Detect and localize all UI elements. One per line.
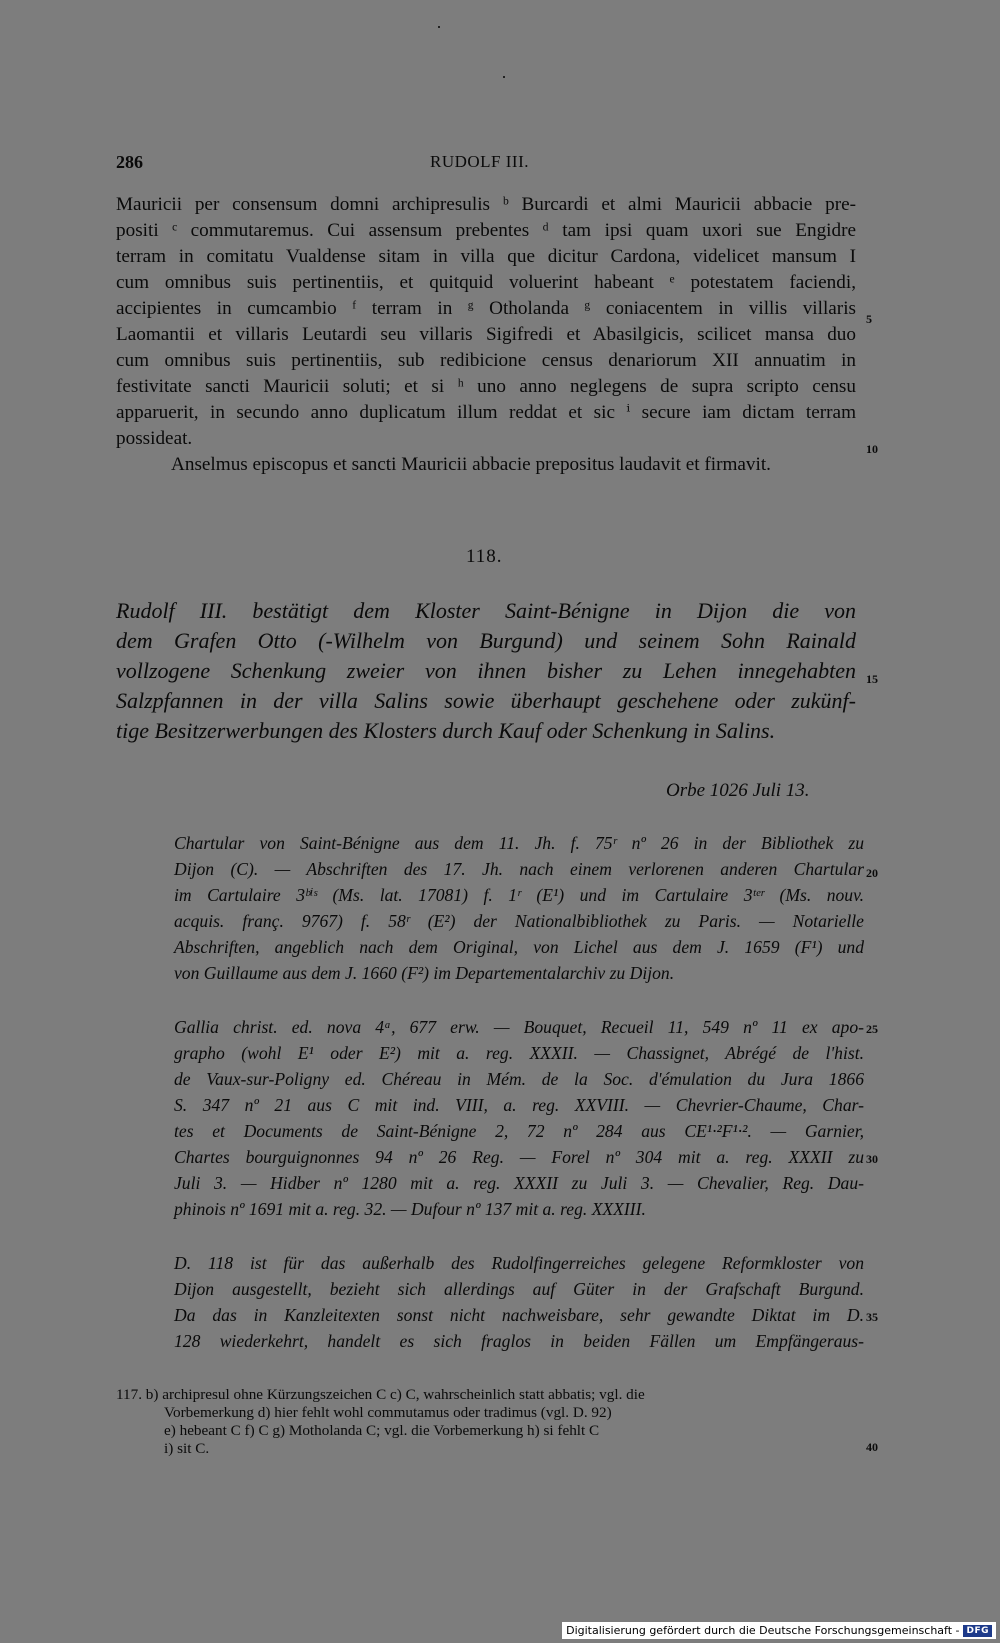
note-line: grapho (wohl E¹ oder E²) mit a. reg. XXXII. — Chassignet, Abrégé de l'hist. [174, 1043, 864, 1063]
text-line: apparuerit, in secundo anno duplicatum illum reddat et sic ⁱ secure iam dictam terram [116, 402, 856, 423]
line-number: 20 [866, 866, 878, 880]
note-line: tes et Documents de Saint-Bénigne 2, 72 nº 284 aus CE¹·²F¹·². — Garnier, [174, 1121, 864, 1141]
tradition-note [174, 830, 864, 986]
note-line: 128 wiederkehrt, handelt es sich fraglos in beiden Fällen um Empfängeraus- [174, 1331, 864, 1351]
regest-line: Salzpfannen in der villa Salins sowie überhaupt geschehene oder zukünf- [116, 688, 856, 713]
text-line: Mauricii per consensum domni archipresulis ᵇ Burcardi et almi Mauricii abbacie pre- [116, 194, 856, 215]
regest-line: vollzogene Schenkung zweier von ihnen bisher zu Lehen innegehabten [116, 658, 856, 683]
scan-speck [503, 76, 505, 78]
note-line: von Guillaume aus dem J. 1660 (F²) im Departementalarchiv zu Dijon. [174, 963, 675, 983]
regest [116, 596, 856, 746]
note-line: phinois nº 1691 mit a. reg. 32. — Dufour nº 137 mit a. reg. XXXIII. [174, 1199, 646, 1219]
note-line: Juli 3. — Hidber nº 1280 mit a. reg. XXXII zu Juli 3. — Chevalier, Reg. Dau- [174, 1173, 864, 1193]
footnotes [116, 1386, 860, 1458]
note-line: im Cartulaire 3ᵇⁱˢ (Ms. lat. 17081) f. 1ʳ (E¹) und im Cartulaire 3ᵗᵉʳ (Ms. nouv. [174, 885, 864, 905]
line-number: 40 [866, 1440, 878, 1454]
line-number: 10 [866, 442, 878, 456]
footnote-line: Vorbemerkung d) hier fehlt wohl commutamus oder tradimus (vgl. D. 92) [164, 1404, 612, 1421]
line-number: 5 [866, 312, 872, 326]
text-line: accipientes in cumcambio ᶠ terram in ᵍ Otholanda ᵍ coniacentem in villis villaris [116, 298, 856, 319]
regest-line: dem Grafen Otto (-Wilhelm von Burgund) und seinem Sohn Rainald [116, 628, 856, 653]
regest-line: tige Besitzerwerbungen des Klosters durch Kauf oder Schenkung in Salins. [116, 718, 776, 743]
scan-speck [438, 26, 440, 28]
continuation-text [116, 192, 856, 478]
line-number: 35 [866, 1310, 878, 1324]
footnote-line: 117. b) archipresul ohne Kürzungszeichen C c) C, wahrscheinlich statt abbatis; vgl. die [116, 1386, 645, 1403]
running-title: RUDOLF III. [430, 152, 529, 171]
document-date: Orbe 1026 Juli 13. [666, 780, 810, 801]
text-line: possideat. [116, 428, 193, 449]
note-line: Da das in Kanzleitexten sonst nicht nachweisbare, sehr gewandte Diktat im D. [174, 1305, 864, 1325]
text-line: Laomantii et villaris Leutardi seu villaris Sigifredi et Abasilgicis, scilicet mansa duo [116, 324, 856, 345]
digitization-credit [562, 1622, 996, 1639]
commentary [174, 1250, 864, 1354]
document-number: 118. [466, 546, 503, 567]
text-line: cum omnibus suis pertinentiis, et quitquid voluerint habeant ᵉ potestatem faciendi, [116, 272, 856, 293]
text-line: festivitate sancti Mauricii soluti; et si ʰ uno anno neglegens de supra scripto censu [116, 376, 856, 397]
note-line: Dijon (C). — Abschriften des 17. Jh. nach einem verlorenen anderen Chartular [174, 859, 864, 879]
text-line: Anselmus episcopus et sancti Mauricii abbacie prepositus laudavit et firmavit. [171, 454, 771, 475]
note-line: Dijon ausgestellt, bezieht sich allerdings auf Güter in der Grafschaft Burgund. [174, 1279, 864, 1299]
footnote-line: i) sit C. [164, 1440, 210, 1457]
line-number: 15 [866, 672, 878, 686]
note-line: Chartular von Saint-Bénigne aus dem 11. Jh. f. 75ʳ nº 26 in der Bibliothek zu [174, 833, 864, 853]
line-number: 30 [866, 1152, 878, 1166]
note-line: de Vaux-sur-Poligny ed. Chéreau in Mém. de la Soc. d'émulation du Jura 1866 [174, 1069, 864, 1089]
note-line: Chartes bourguignonnes 94 nº 26 Reg. — Forel nº 304 mit a. reg. XXXII zu [174, 1147, 864, 1167]
line-number: 25 [866, 1022, 878, 1036]
note-line: acquis. franç. 9767) f. 58ʳ (E²) der Nationalbibliothek zu Paris. — Notarielle [174, 911, 864, 931]
text-line: positi ᶜ commutaremus. Cui assensum prebentes ᵈ tam ipsi quam uxori sue Engidre [116, 220, 856, 241]
page-number: 286 [116, 152, 143, 172]
text-line: terram in comitatu Vualdense sitam in villa que dicitur Cardona, videlicet mansum I [116, 246, 856, 267]
credit-text: Digitalisierung gefördert durch die Deutsche Forschungsgemeinschaft - [566, 1624, 960, 1637]
text-line: cum omnibus suis pertinentiis, sub redibicione census denariorum XII annuatim in [116, 350, 856, 371]
footnote-line: e) hebeant C f) C g) Motholanda C; vgl. die Vorbemerkung h) si fehlt C [164, 1422, 600, 1439]
regest-line: Rudolf III. bestätigt dem Kloster Saint-Bénigne in Dijon die von [116, 598, 856, 623]
note-line: Gallia christ. ed. nova 4ᵃ, 677 erw. — Bouquet, Recueil 11, 549 nº 11 ex apo- [174, 1017, 864, 1037]
note-line: Abschriften, angeblich nach dem Original, von Lichel aus dem J. 1659 (F¹) und [174, 937, 864, 957]
note-line: D. 118 ist für das außerhalb des Rudolfingerreiches gelegene Reformkloster von [174, 1253, 864, 1273]
note-line: S. 347 nº 21 aus C mit ind. VIII, a. reg. XXVIII. — Chevrier-Chaume, Char- [174, 1095, 864, 1115]
dfg-logo-icon: DFG [963, 1625, 992, 1637]
print-note [174, 1014, 864, 1222]
